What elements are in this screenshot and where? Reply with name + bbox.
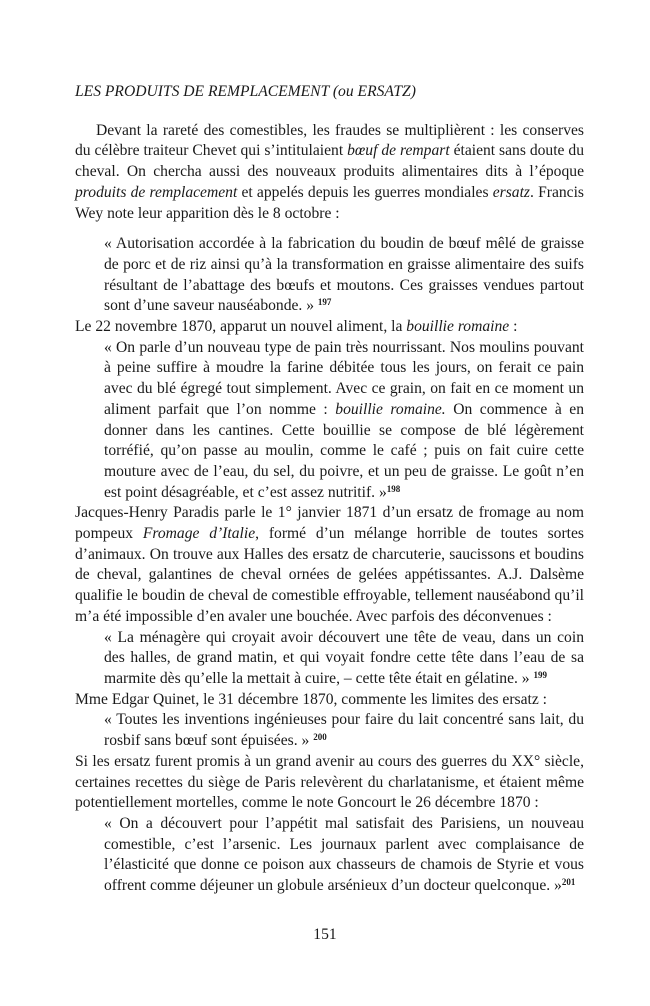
footnote-ref[interactable]: 201 [561, 877, 576, 888]
text-run: : [509, 318, 518, 336]
footnote-ref[interactable]: 197 [317, 297, 332, 308]
italic-term: bouillie romaine [406, 318, 510, 336]
quote-menagere [104, 628, 584, 690]
italic-term: bouillie romaine. [335, 400, 446, 418]
footnote-ref[interactable]: 199 [533, 669, 547, 680]
quote-goncourt [104, 814, 584, 897]
quote-text: « On parle d’un nouveau type de pain très nourrissant. Nos moulins pouvant à peine suffire à moudre la farine débitée tous les jours, on ferait ce pain avec du blé égregé tout simplement. Avec ce grain, on fait en ce moment un aliment parfait que l’on nomme : [104, 338, 584, 418]
quote-quinet [104, 710, 584, 751]
page-number: 151 [313, 926, 337, 943]
quote-wey [104, 234, 584, 317]
italic-term: produits de remplacement [75, 183, 238, 201]
paragraph-quinet: Mme Edgar Quinet, le 31 décembre 1870, commente les limites des ersatz : [75, 690, 548, 708]
text-run: Devant la rareté des comestibles, les fraudes se multiplièrent : les conserves du célèbre traiteur Chevet qui s’intitulaient [75, 121, 584, 160]
page-body [75, 82, 584, 897]
text-run: , formé d’un mélange horrible de toutes sortes d’animaux. On trouve aux Halles des ersatz de charcuterie, saucissons et boudins de cheval, galantines de cheval ornées de gelées appétissantes. A.J. Dalsème qualifie le boudin de cheval de comestible effroyable, tellement nauséabond qu’il m’a été impossible d’en avaler une bouchée. Avec parfois des déconvenues : [75, 525, 584, 625]
quote-bouillie [104, 338, 584, 504]
quote-text: « La ménagère qui croyait avoir découvert une tête de veau, dans un coin des halles, de grand matin, et qui voyait fondre cette tête dans l’eau de sa marmite dès qu’elle la mettait à cuire, – cette tête était en gélatine. » [104, 628, 584, 687]
paragraph-paradis [75, 503, 584, 627]
quote-text: « Autorisation accordée à la fabrication du boudin de bœuf mêlé de graisse de porc et de riz ainsi qu’à la transformation en graisse alimentaire des suifs résultant de l’abattage des bœufs et moutons. Ces graisses vendues partout sont d’une saveur nauséabonde. » [104, 235, 584, 315]
paragraph-bouillie [75, 317, 584, 338]
footnote-ref[interactable]: 200 [313, 732, 327, 743]
text-run: et appelés depuis les guerres mondiales [237, 183, 493, 201]
text-run: Le 22 novembre 1870, apparut un nouvel aliment, la [75, 318, 407, 336]
italic-term: ersatz [492, 183, 530, 201]
text-run: Jacques-Henry Paradis parle le 1° janvier 1871 d’un ersatz de fromage au nom pompeux [75, 504, 584, 543]
quote-text: « On a découvert pour l’appétit mal satisfait des Parisiens, un nouveau comestible, c’est l’arsenic. Les journaux parlent avec complaisance de l’élasticité que donne ce poison aux chasseurs de chamois de Styrie et vous offrent comme déjeuner un globule arsénieux d’un docteur quelconque. » [104, 814, 584, 895]
text-run: étaient sans doute du cheval. On chercha aussi des nouveaux produits alimentaires dits à l’époque [75, 142, 585, 181]
quote-text: « Toutes les inventions ingénieuses pour faire du lait concentré sans lait, du rosbif sans bœuf sont épuisées. » [104, 711, 584, 750]
section-heading: LES PRODUITS DE REMPLACEMENT (ou ERSATZ) [75, 83, 416, 100]
paragraph-goncourt: Si les ersatz furent promis à un grand avenir au cours des guerres du XX° siècle, certaines recettes du siège de Paris relevèrent du charlatanisme, et étaient même potentiellement mortelles, comme le note Goncourt le 26 décembre 1870 : [75, 752, 584, 812]
paragraph-intro [75, 121, 584, 225]
quote-text: On commence à en donner dans les cantines. Cette bouillie se compose de blé légèrement torréfié, qu’on passe au moulin, comme le café ; puis on fait cuire cette mouture avec de l’eau, du sel, du poivre, et un peu de graisse. Le goût n’en est point désagréable, et c’est assez nutritif. » [104, 400, 584, 501]
text-run: . Francis Wey note leur apparition dès le 8 octobre : [75, 183, 584, 222]
italic-term: bœuf de rempart [347, 142, 450, 160]
italic-term: Fromage d’Italie [142, 525, 256, 543]
footnote-ref[interactable]: 198 [386, 483, 401, 494]
